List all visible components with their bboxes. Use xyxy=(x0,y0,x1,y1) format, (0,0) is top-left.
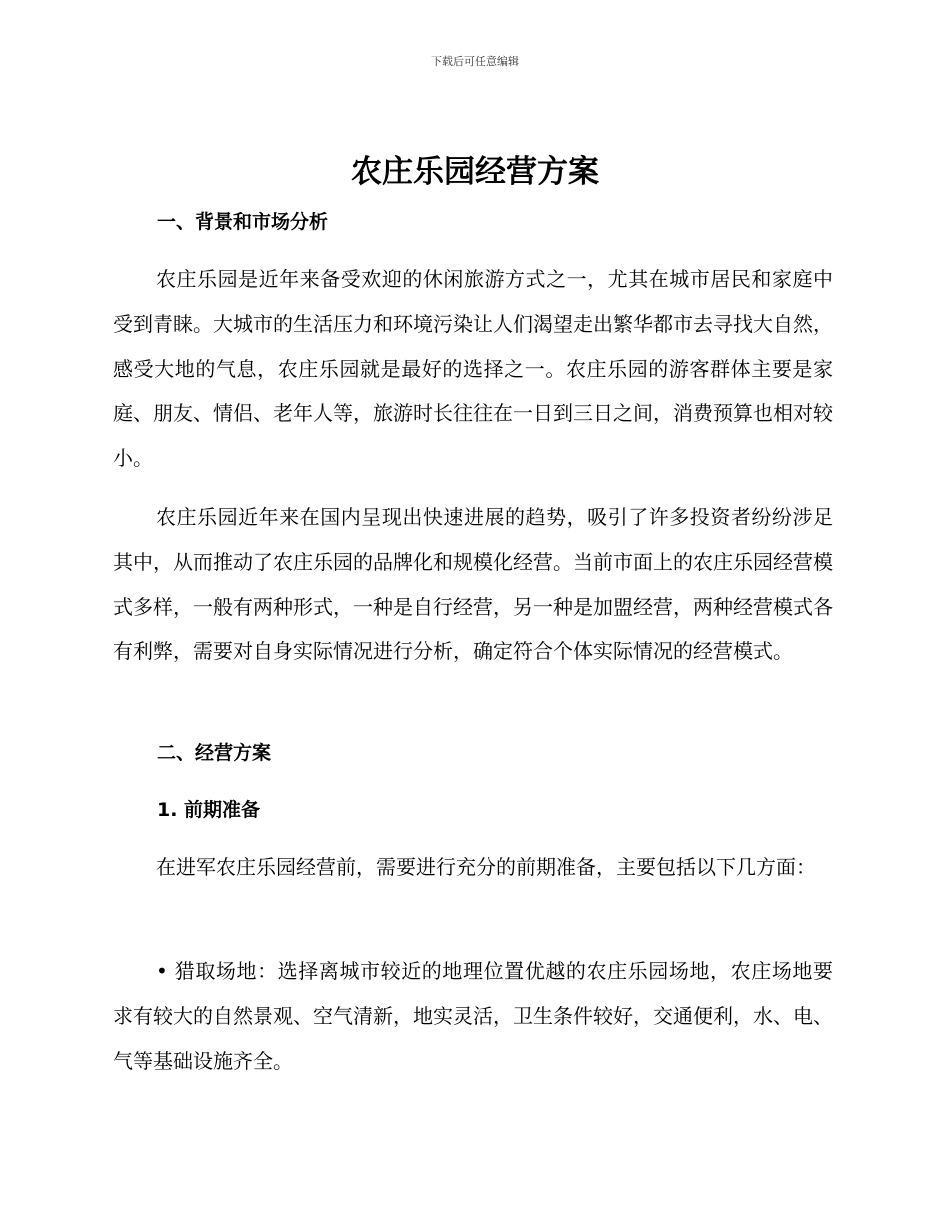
page-header: 下载后可任意编辑 xyxy=(431,55,519,68)
section-heading-plan: 二、经营方案 xyxy=(157,742,272,764)
document-title: 农庄乐园经营方案 xyxy=(351,154,599,190)
subsection-heading-preparation: 1. 前期准备 xyxy=(157,799,261,821)
paragraph-market-trend: 农庄乐园近年来在国内呈现出快速进展的趋势，吸引了许多投资者纷纷涉足其中，从而推动了农庄乐园的品牌化和规模化经营。当前市面上的农庄乐园经营模式多样，一般有两种形式，一种是自行经营，另一种是加盟经营，两种经营模式各有利弊，需要对自身实际情况进行分析，确定符合个体实际情况的经营模式。 xyxy=(113,505,833,664)
section-heading-background: 一、背景和市场分析 xyxy=(157,211,329,233)
paragraph-background-intro: 农庄乐园是近年来备受欢迎的休闲旅游方式之一，尤其在城市居民和家庭中受到青睐。大城市的生活压力和环境污染让人们渴望走出繁华都市去寻找大自然，感受大地的气息，农庄乐园就是最好的选择之一。农庄乐园的游客群体主要是家庭、朋友、情侣、老年人等，旅游时长往往在一日到三日之间，消费预算也相对较小。 xyxy=(113,267,833,470)
list-item-site-selection: • 猎取场地：选择离城市较近的地理位置优越的农庄乐园场地，农庄场地要求有较大的自然景观、空气清新，地实灵活，卫生条件较好，交通便利，水、电、气等基础设施齐全。 xyxy=(113,959,833,1073)
paragraph-preparation-intro: 在进军农庄乐园经营前，需要进行充分的前期准备，主要包括以下几方面： xyxy=(156,855,816,879)
